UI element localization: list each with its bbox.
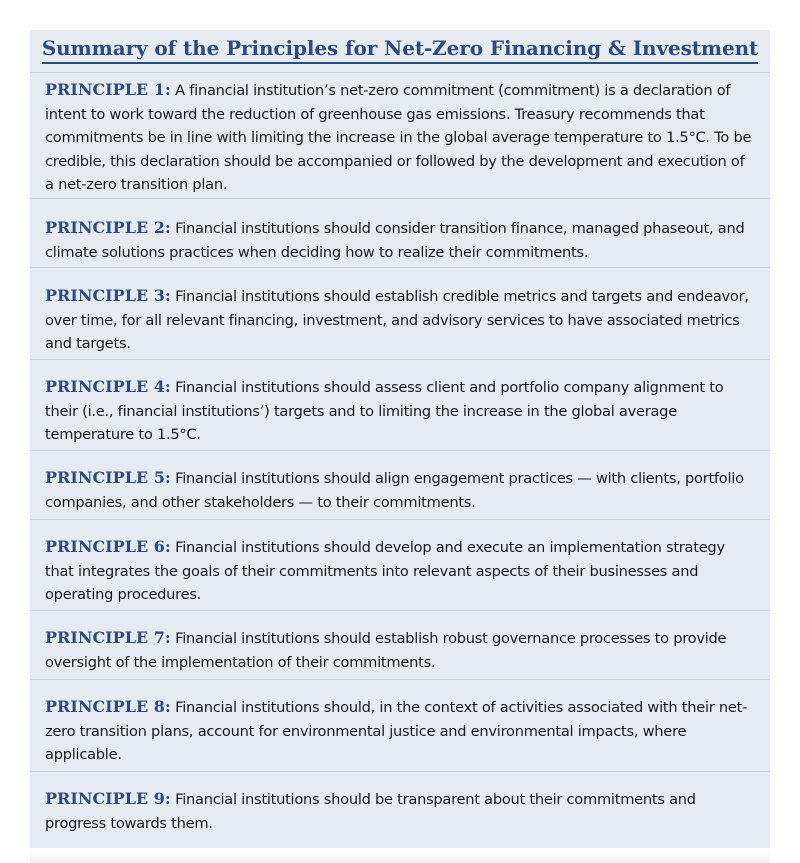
principle-label: PRINCIPLE 4: bbox=[45, 377, 171, 396]
principle-label: PRINCIPLE 7: bbox=[45, 628, 171, 647]
principle-text: Financial institutions should assess client and portfolio company alignment to their (i.e., financial institutions’) targets and to limiting the increase in the global average temperature to 1.5°C. bbox=[45, 379, 724, 443]
principle-8 bbox=[30, 679, 770, 767]
principle-label: PRINCIPLE 9: bbox=[45, 789, 171, 808]
principle-text: A financial institution’s net-zero commitment (commitment) is a declaration of intent to work toward the reduction of greenhouse gas emissions. Treasury recommends that commitments be in line with limiting the increase in the global average temperature to 1.5°C. To be credible, this declaration should be accompanied or followed by the development and execution of a net-zero transition plan. bbox=[45, 82, 752, 193]
principle-label: PRINCIPLE 3: bbox=[45, 286, 171, 305]
principle-text: Financial institutions should establish credible metrics and targets and endeavor, over time, for all relevant financing, investment, and advisory services to have associated metrics and targets. bbox=[45, 288, 749, 352]
principle-4 bbox=[30, 359, 770, 447]
principle-label: PRINCIPLE 2: bbox=[45, 218, 171, 237]
principle-7 bbox=[30, 610, 770, 674]
summary-title: Summary of the Principles for Net-Zero Financing & Investment bbox=[42, 36, 758, 64]
principle-9 bbox=[30, 771, 770, 835]
principle-text: Financial institutions should, in the context of activities associated with their net-zero transition plans, account for environmental justice and environmental impacts, where applicable. bbox=[45, 699, 748, 763]
principle-label: PRINCIPLE 8: bbox=[45, 697, 171, 716]
principle-6 bbox=[30, 519, 770, 607]
principle-1 bbox=[30, 72, 770, 197]
principles-summary-box bbox=[30, 30, 770, 848]
title-area bbox=[30, 30, 770, 72]
principle-text: Financial institutions should establish robust governance processes to provide oversight of the implementation of their commitments. bbox=[45, 630, 727, 671]
principle-2 bbox=[30, 198, 770, 264]
principle-text: Financial institutions should consider transition finance, managed phaseout, and climate solutions practices when deciding how to realize their commitments. bbox=[45, 220, 745, 261]
principle-text: Financial institutions should be transparent about their commitments and progress towards them. bbox=[45, 791, 696, 832]
principle-text: Financial institutions should align engagement practices — with clients, portfolio companies, and other stakeholders — to their commitments. bbox=[45, 470, 744, 511]
page-bottom-edge bbox=[30, 850, 770, 863]
principle-label: PRINCIPLE 1: bbox=[45, 80, 171, 99]
principle-label: PRINCIPLE 6: bbox=[45, 537, 171, 556]
principle-3 bbox=[30, 267, 770, 356]
principle-5 bbox=[30, 450, 770, 514]
principle-label: PRINCIPLE 5: bbox=[45, 468, 171, 487]
principle-text: Financial institutions should develop and execute an implementation strategy that integrates the goals of their commitments into relevant aspects of their businesses and operating procedures. bbox=[45, 539, 725, 603]
